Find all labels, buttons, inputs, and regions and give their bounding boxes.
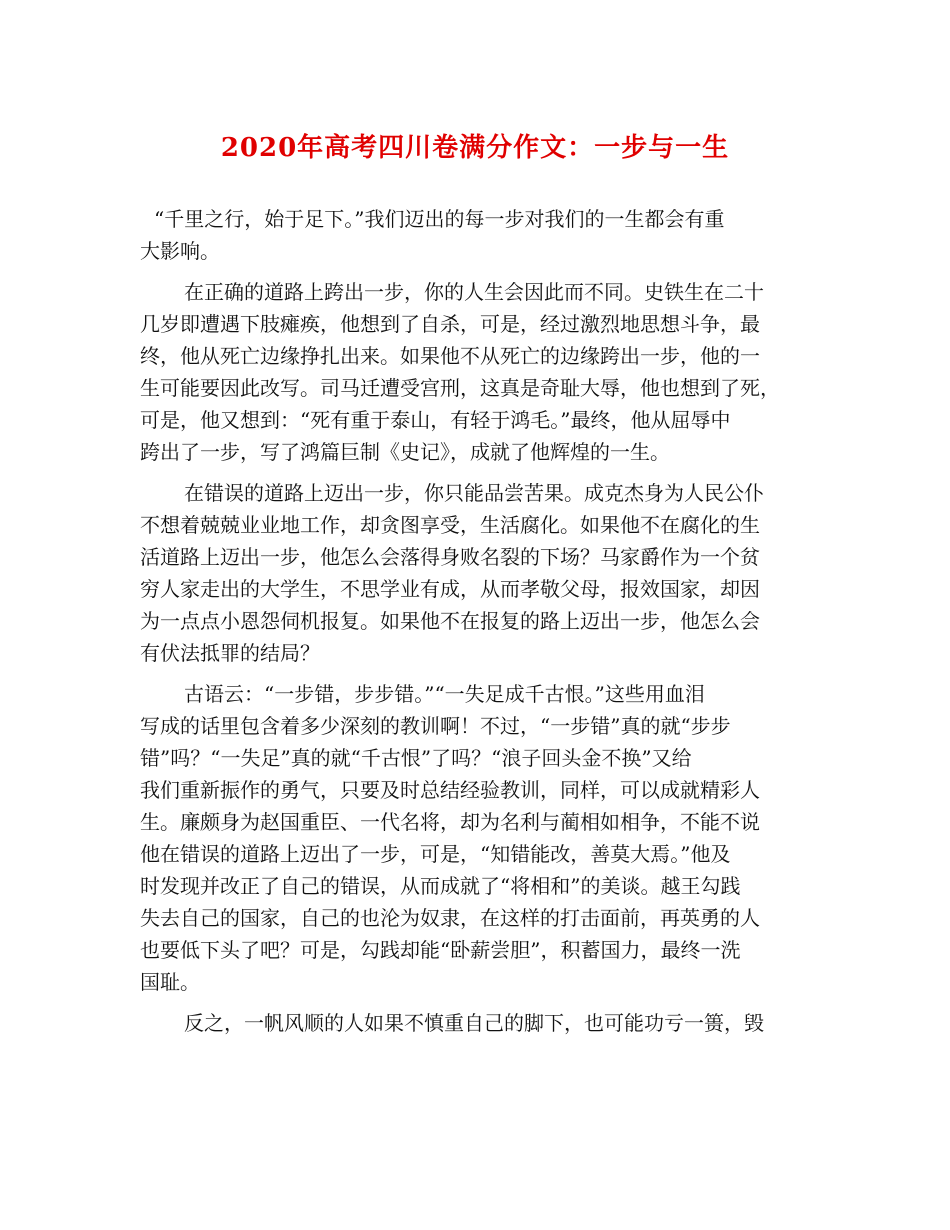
text-line: 也要低下头了吧？可是，勾践却能“卧薪尝胆”，积蓄国力，最终一洗 [140, 938, 741, 962]
paragraph-gap [140, 998, 830, 1007]
paragraph [140, 276, 830, 468]
text-line: “千里之行，始于足下。”我们迈出的每一步对我们的一生都会有重 [154, 207, 725, 231]
paragraph [140, 1007, 830, 1039]
text-line: 可是，他又想到：“死有重于泰山，有轻于鸿毛。”最终，他从屈辱中 [140, 408, 731, 432]
text-line: 反之，一帆风顺的人如果不慎重自己的脚下，也可能功亏一篑，毁 [184, 1011, 764, 1035]
text-line: 国耻。 [140, 970, 200, 994]
text-line: 生。廉颇身为赵国重臣、一代名将，却为名利与蔺相如相争，不能不说 [140, 810, 760, 834]
text-line: 生可能要因此改写。司马迁遭受宫刑，这真是奇耻大辱，他也想到了死， [140, 376, 780, 400]
paragraph-gap [140, 267, 830, 276]
text-line: 几岁即遭遇下肢瘫痪，他想到了自杀，可是，经过激烈地思想斗争，最 [140, 312, 760, 336]
text-line: 在正确的道路上跨出一步，你的人生会因此而不同。史铁生在二十 [184, 280, 764, 304]
text-line: 在错误的道路上迈出一步，你只能品尝苦果。成克杰身为人民公仆 [184, 481, 764, 505]
paragraph [140, 477, 830, 669]
text-line: 古语云：“一步错，步步错。”“一失足成千古恨。”这些用血泪 [184, 682, 705, 706]
text-line: 他在错误的道路上迈出了一步，可是，“知错能改，善莫大焉。”他及 [140, 842, 731, 866]
paragraph-gap [140, 468, 830, 477]
text-line: 不想着兢兢业业地工作，却贪图享受，生活腐化。如果他不在腐化的生 [140, 513, 760, 537]
paragraph [140, 678, 830, 998]
text-line: 为一点点小恩怨伺机报复。如果他不在报复的路上迈出一步，他怎么会 [140, 609, 760, 633]
text-line: 大影响。 [140, 239, 220, 263]
text-line: 错”吗？“一失足”真的就“千古恨”了吗？“浪子回头金不换”又给 [140, 746, 692, 770]
text-line: 我们重新振作的勇气，只要及时总结经验教训，同样，可以成就精彩人 [140, 778, 760, 802]
text-line: 写成的话里包含着多少深刻的教训啊！不过，“一步错”真的就“步步 [140, 714, 731, 738]
text-line: 有伏法抵罪的结局？ [140, 641, 320, 665]
text-line: 时发现并改正了自己的错误，从而成就了“将相和”的美谈。越王勾践 [140, 874, 741, 898]
text-line: 活道路上迈出一步，他怎么会落得身败名裂的下场？马家爵作为一个贫 [140, 545, 760, 569]
text-line: 终，他从死亡边缘挣扎出来。如果他不从死亡的边缘跨出一步，他的一 [140, 344, 760, 368]
text-line: 失去自己的国家，自己的也沦为奴隶，在这样的打击面前，再英勇的人 [140, 906, 760, 930]
document-title: 2020年高考四川卷满分作文：一步与一生 [220, 133, 730, 163]
paragraph [140, 203, 830, 267]
document-body [140, 203, 830, 1039]
text-line: 穷人家走出的大学生，不思学业有成，从而孝敬父母，报效国家，却因 [140, 577, 760, 601]
paragraph-gap [140, 669, 830, 678]
text-line: 跨出了一步，写了鸿篇巨制《史记》，成就了他辉煌的一生。 [140, 440, 670, 464]
